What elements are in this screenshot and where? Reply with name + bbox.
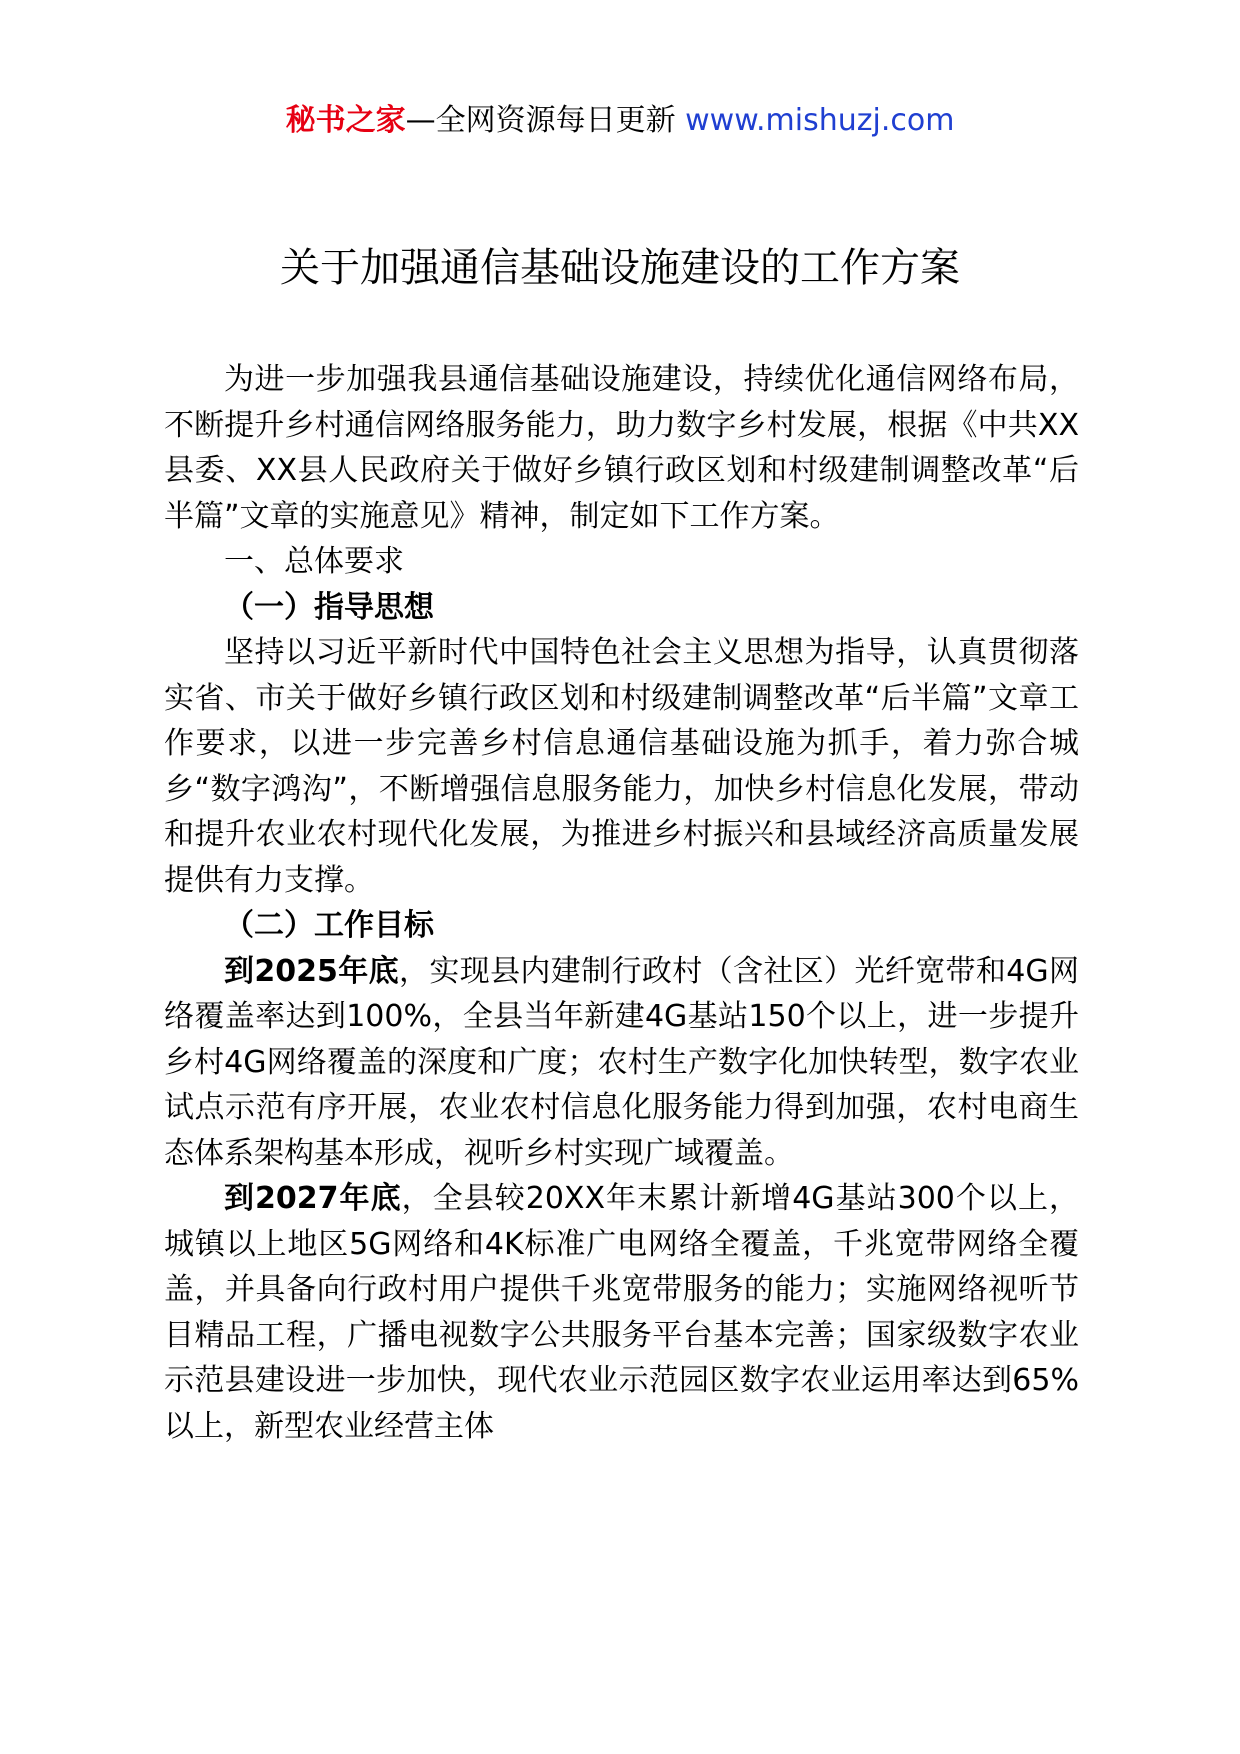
goal-2027-text: ，全县较20XX年末累计新增4G基站300个以上，城镇以上地区5G网络和4K标准广电网络全覆盖，千兆宽带网络全覆盖，并具备向行政村用户提供千兆宽带服务的能力；实施网络视听节目精品工程，广播电视数字公共服务平台基本完善；国家级数字农业示范县建设进一步加快，现代农业示范园区数字农业运用率达到65%以上，新型农业经营主体: [164, 1181, 1080, 1444]
goal-2025-paragraph: [164, 949, 1079, 1177]
header-tagline: —全网资源每日更新: [405, 103, 676, 138]
brand-name: 秘书之家: [285, 103, 406, 138]
intro-paragraph: 为进一步加强我县通信基础设施建设，持续优化通信网络布局，不断提升乡村通信网络服务能力，助力数字乡村发展，根据《中共XX县委、XX县人民政府关于做好乡镇行政区划和村级建制调整改革“后半篇”文章的实施意见》精神，制定如下工作方案。: [164, 362, 1079, 534]
goal-2025-text: ，实现县内建制行政村（含社区）光纤宽带和4G网络覆盖率达到100%，全县当年新建4G基站150个以上，进一步提升乡村4G网络覆盖的深度和广度；农村生产数字化加快转型，数字农业试点示范有序开展，农业农村信息化服务能力得到加强，农村电商生态体系架构基本形成，视听乡村实现广域覆盖。: [164, 953, 1079, 1171]
guiding-ideology-paragraph: 坚持以习近平新时代中国特色社会主义思想为指导，认真贯彻落实省、市关于做好乡镇行政区划和村级建制调整改革“后半篇”文章工作要求，以进一步完善乡村信息通信基础设施为抓手，着力弥合城乡“数字鸿沟”，不断增强信息服务能力，加快乡村信息化发展，带动和提升农业农村现代化发展，为推进乡村振兴和县域经济高质量发展提供有力支撑。: [164, 635, 1079, 898]
document-title: 关于加强通信基础设施建设的工作方案: [280, 245, 960, 291]
subsection-heading-work-goals: （二）工作目标: [224, 908, 434, 943]
subsection-heading-guiding-ideology: （一）指导思想: [224, 589, 434, 625]
goal-2027-lead: 到2027年底: [224, 1181, 402, 1216]
section-heading-general-requirements: 一、总体要求: [224, 544, 404, 579]
site-url-link[interactable]: www.mishuzj.com: [685, 103, 955, 138]
goal-2027-paragraph: [164, 1176, 1079, 1449]
document-body: [164, 357, 1079, 1449]
goal-2025-lead: 到2025年底: [224, 953, 399, 989]
site-header: [0, 100, 1240, 142]
